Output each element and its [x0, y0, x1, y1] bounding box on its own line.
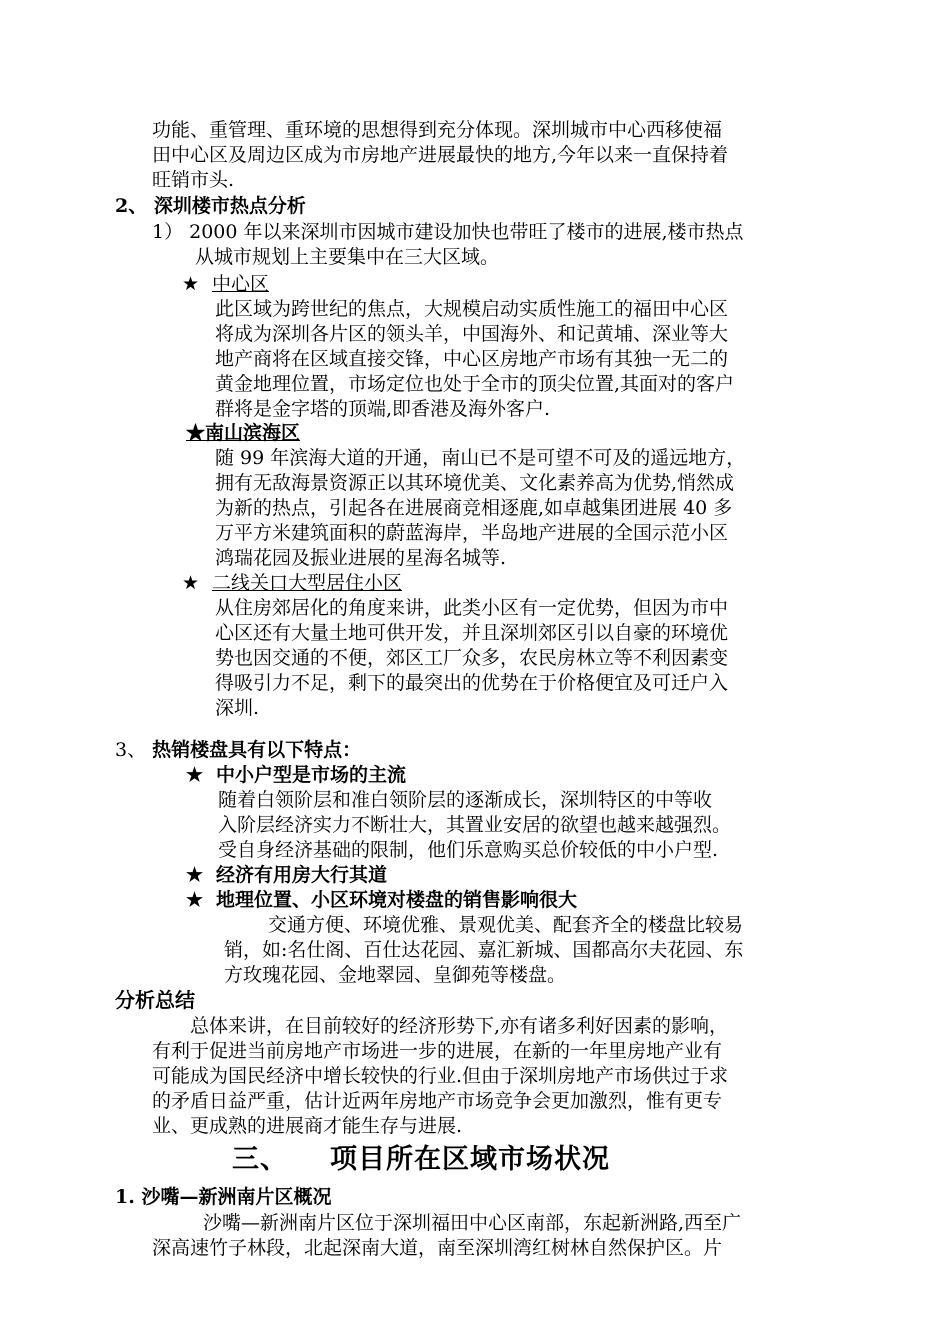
text-line: 此区域为跨世纪的焦点，大规模启动实质性施工的福田中心区 [215, 298, 729, 320]
text-line: 群将是金字塔的顶端,即香港及海外客户. [215, 398, 551, 420]
section-number: 3、 [115, 739, 147, 761]
feature-title-text: 中小户型是市场的主流 [216, 764, 407, 786]
text-line: 1） 2000 年以来深圳市因城市建设加快也带旺了楼市的进展,楼市热点 [152, 221, 744, 243]
zone-title-text: 二线关口大型居住小区 [212, 572, 403, 594]
text-line: 鸿瑞花园及振业进展的星海名城等. [215, 547, 507, 569]
text-line: 随着白领阶层和准白领阶层的逐渐成长，深圳特区的中等收 [218, 789, 713, 811]
text-line: 从城市规划上主要集中在三大区域。 [195, 246, 500, 268]
part-heading [232, 1143, 610, 1177]
text-line: 交通方便、环境优雅、景观优美、配套齐全的楼盘比较易 [268, 914, 744, 936]
feature-title-text: 经济有用房大行其道 [216, 864, 388, 886]
text-line: 地产商将在区域直接交锋，中心区房地产市场有其独一无二的 [215, 348, 729, 370]
zone-title-text: 中心区 [212, 273, 270, 295]
text-line: 的矛盾日益严重，估计近两年房地产市场竞争会更加激烈，惟有更专 [152, 1090, 723, 1112]
subsection-heading: 1. 沙嘴—新洲南片区概况 [115, 1186, 332, 1208]
feature-title [186, 888, 577, 913]
text-line: 入阶层经济实力不断壮大，其置业安居的欲望也越来越强烈。 [218, 814, 732, 836]
star-icon: ★ [182, 273, 200, 295]
star-icon: ★ [186, 889, 204, 911]
text-line: 有利于促进当前房地产市场进一步的进展，在新的一年里房地产业有 [152, 1040, 723, 1062]
text-line: 从住房郊居化的角度来讲，此类小区有一定优势，但因为市中 [215, 597, 729, 619]
zone-title [182, 571, 402, 596]
part-number: 三、 [232, 1144, 288, 1175]
part-title: 项目所在区域市场状况 [330, 1144, 610, 1175]
text-line: 销，如:名仕阁、百仕达花园、嘉汇新城、国都高尔夫花园、东 [224, 939, 744, 961]
text-line: 总体来讲，在目前较好的经济形势下,亦有诸多利好因素的影响， [190, 1015, 729, 1037]
star-icon: ★ [186, 422, 206, 444]
feature-title [186, 763, 406, 788]
text-line: 拥有无敌海景资源正以其环境优美、文化素养高为优势,悄然成 [215, 472, 735, 494]
text-line: 黄金地理位置，市场定位也处于全市的顶尖位置,其面对的客户 [215, 373, 735, 395]
text-line: 可能成为国民经济中增长较快的行业.但由于深圳房地产市场供过于求 [152, 1065, 729, 1087]
text-line: 旺销市头. [152, 169, 235, 191]
text-line: 功能、重管理、重环境的思想得到充分体现。深圳城市中心西移使福 [152, 119, 723, 141]
text-line: 随 99 年滨海大道的开通，南山已不是可望不可及的遥远地方， [215, 447, 746, 469]
text-line: 沙嘴—新洲南片区位于深圳福田中心区南部，东起新洲路,西至广 [203, 1212, 742, 1234]
text-line: 深圳. [215, 697, 260, 719]
text-line: 田中心区及周边区成为市房地产进展最快的地方,今年以来一直保持着 [152, 144, 729, 166]
text-line: 万平方米建筑面积的蔚蓝海岸，半岛地产进展的全国示范小区 [215, 522, 729, 544]
section-heading-text: 热销楼盘具有以下特点： [152, 739, 362, 761]
section-heading [115, 738, 361, 763]
text-line: 业、更成熟的进展商才能生存与进展. [152, 1115, 463, 1137]
feature-title [186, 863, 387, 888]
text-line: 心区还有大量土地可供开发，并且深圳郊区引以自豪的环境优 [215, 622, 729, 644]
zone-title-text: 南山滨海区 [205, 422, 301, 444]
star-icon: ★ [182, 572, 200, 594]
text-line: 受自身经济基础的限制，他们乐意购买总价较低的中小户型. [218, 839, 719, 861]
text-line: 势也因交通的不便，郊区工厂众多，农民房林立等不利因素变 [215, 647, 729, 669]
section-heading: 2、 深圳楼市热点分析 [115, 195, 306, 217]
zone-title [182, 272, 269, 297]
star-icon: ★ [186, 864, 204, 886]
text-line: 将成为深圳各片区的领头羊，中国海外、和记黄埔、深业等大 [215, 323, 729, 345]
text-line: 为新的热点，引起各在进展商竞相逐鹿,如卓越集团进展 40 多 [215, 497, 733, 519]
text-line: 方玫瑰花园、金地翠园、皇御苑等楼盘。 [224, 964, 567, 986]
summary-heading: 分析总结 [115, 988, 195, 1012]
text-line: 深高速竹子林段，北起深南大道，南至深圳湾红树林自然保护区。片 [152, 1237, 723, 1259]
zone-title [186, 421, 300, 446]
text-line: 得吸引力不足，剩下的最突出的优势在于价格便宜及可迁户入 [215, 672, 729, 694]
star-icon: ★ [186, 764, 204, 786]
feature-title-text: 地理位置、小区环境对楼盘的销售影响很大 [216, 889, 578, 911]
